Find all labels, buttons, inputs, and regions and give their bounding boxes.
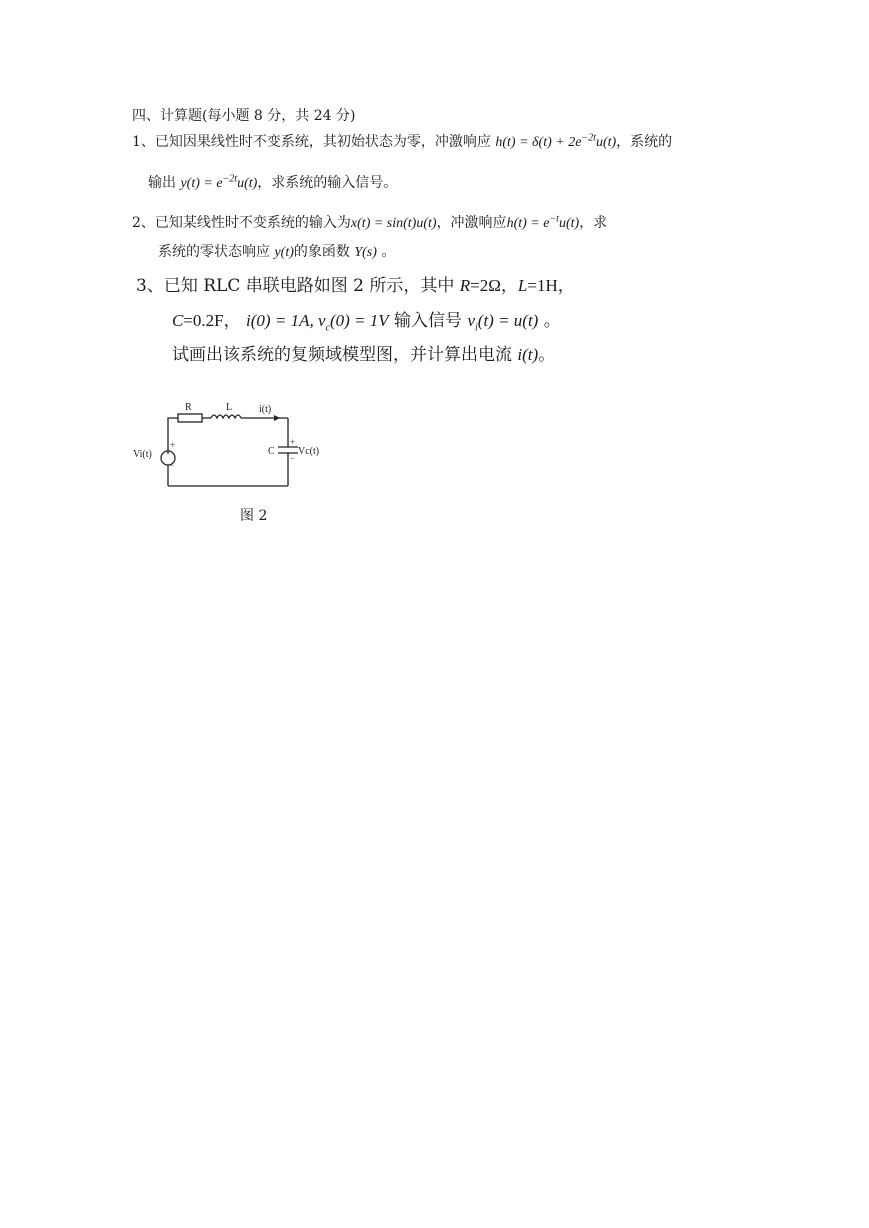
q3-formula-l-val: =1H — [527, 276, 558, 295]
q3-number: 3、 — [136, 276, 164, 296]
q3-formula-r-val: =2Ω — [470, 276, 501, 295]
question-2-line-2 — [158, 245, 395, 260]
rlc-circuit-diagram — [128, 395, 338, 495]
q2-text-a: 已知某线性时不变系统的输入为 — [154, 215, 351, 231]
q1-number: 1、 — [132, 134, 155, 150]
q1-text-c: 输出 — [148, 175, 176, 191]
resistor-symbol — [178, 414, 202, 422]
q3-text-d: ， — [223, 311, 241, 331]
q1-text-a: 已知因果线性时不变系统，其初始状态为零，冲激响应 — [154, 134, 491, 150]
q2-text-f: 。 — [381, 244, 396, 260]
label-r: R — [185, 402, 192, 413]
q1-formula-h: $h(t) = \delta(t) + 2e^{-2t}u(t)$ — [495, 132, 617, 150]
label-vi: Vi(t) — [133, 449, 152, 460]
question-3-line-3 — [172, 346, 555, 364]
label-current: i(t) — [259, 404, 272, 415]
q3-formula-it: i(t) — [517, 345, 539, 364]
q2-text-e: 的象函数 — [293, 244, 350, 260]
q2-text-b: ，冲激响应 — [436, 215, 507, 231]
q2-text-c: ，求 — [579, 215, 608, 231]
inductor-symbol — [211, 415, 241, 418]
q1-text-d: ，求系统的输入信号。 — [257, 175, 398, 191]
question-3-line-2 — [172, 311, 561, 334]
q3-formula-r: R — [459, 276, 471, 295]
question-1-line-1 — [132, 132, 673, 150]
q3-text-b: ， — [500, 276, 518, 296]
q3-formula-vi: $v_i(t) = u(t)$ — [467, 311, 539, 334]
capacitor-plus: + — [290, 437, 296, 447]
q3-formula-l: L — [517, 276, 528, 295]
q3-text-e: 输入信号 — [394, 311, 463, 331]
q2-formula-ys: Y(s) — [354, 245, 377, 260]
q3-text-c: ， — [557, 276, 575, 296]
label-vc: Vc(t) — [298, 446, 320, 457]
figure-caption: 图 2 — [240, 508, 268, 524]
q3-text-a: 已知 RLC 串联电路如图 2 所示，其中 — [163, 276, 455, 296]
q3-text-f: 。 — [543, 311, 561, 331]
q1-formula-y: $y(t) = e^{-2t}u(t)$ — [180, 173, 258, 191]
q2-number: 2、 — [132, 215, 155, 231]
label-l: L — [226, 402, 233, 413]
section-heading: 四、计算题(每小题 8 分，共 24 分) — [132, 108, 356, 124]
source-minus: − — [169, 460, 175, 470]
question-2-line-1 — [132, 213, 608, 231]
q1-text-b: ，系统的 — [616, 134, 673, 150]
q3-formula-c: C — [172, 311, 184, 330]
q3-text-h: 。 — [538, 345, 556, 365]
q2-text-d: 系统的零状态响应 — [158, 244, 270, 260]
current-arrow-icon — [274, 415, 280, 421]
q3-text-g: 试画出该系统的复频域模型图，并计算出电流 — [172, 345, 512, 365]
q2-formula-yt: y(t) — [274, 245, 294, 260]
source-plus: + — [170, 440, 176, 450]
q3-formula-init: i(0) = 1A, $v_c(0) = 1V$ — [246, 311, 389, 334]
q2-formula-h: $h(t) = e^{-t}u(t)$ — [506, 213, 580, 231]
question-3-line-1 — [136, 277, 575, 295]
question-1-line-2 — [148, 173, 398, 191]
label-c: C — [268, 446, 275, 457]
q2-formula-x: x(t) = sin(t)u(t) — [350, 216, 437, 231]
capacitor-minus: − — [290, 453, 296, 463]
q3-formula-c-val: =0.2F — [183, 311, 224, 330]
